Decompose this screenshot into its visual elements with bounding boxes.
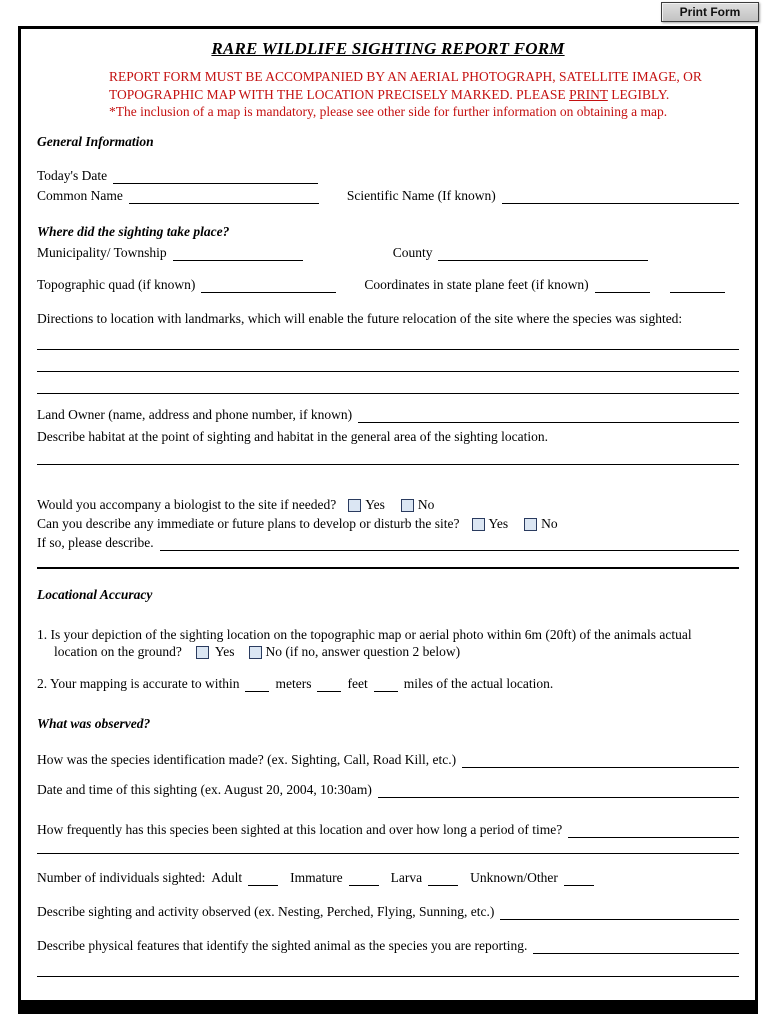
if-so-field[interactable] bbox=[160, 537, 739, 551]
warning-line-2-pre: TOPOGRAPHIC MAP WITH THE LOCATION PRECISELY MARKED. PLEASE bbox=[109, 86, 570, 102]
accompany-question-label: Would you accompany a biologist to the site if needed? bbox=[37, 496, 337, 512]
accuracy-q1-line-2-text: location on the ground? bbox=[54, 643, 182, 659]
individuals-row bbox=[37, 870, 739, 886]
accompany-question-row bbox=[37, 497, 739, 513]
topo-quad-field[interactable] bbox=[201, 279, 336, 293]
form-title: RARE WILDLIFE SIGHTING REPORT FORM bbox=[211, 39, 565, 58]
accompany-yes-checkbox[interactable] bbox=[348, 499, 361, 512]
plans-no-checkbox[interactable] bbox=[524, 518, 537, 531]
accuracy-q2-suffix: miles of the actual location. bbox=[403, 675, 554, 691]
land-owner-label: Land Owner (name, address and phone number, if known) bbox=[37, 406, 353, 422]
plans-question-row bbox=[37, 516, 739, 532]
section-general-information: General Information bbox=[37, 133, 154, 149]
q2-meters-label: meters bbox=[275, 675, 312, 691]
warning-line-2 bbox=[109, 86, 739, 104]
immature-label: Immature bbox=[290, 869, 343, 885]
q2-feet-label: feet bbox=[347, 675, 368, 691]
coordinates-field-2[interactable] bbox=[670, 279, 725, 293]
accuracy-q2-row bbox=[37, 676, 739, 692]
accuracy-q1-line-1: 1. Is your depiction of the sighting location on the topographic map or aerial photo within 6m (20ft) of the animals actual bbox=[37, 626, 692, 642]
q2-meters-field[interactable] bbox=[245, 678, 269, 692]
individuals-label: Number of individuals sighted: bbox=[37, 869, 206, 885]
activity-label: Describe sighting and activity observed (ex. Nesting, Perched, Flying, Sunning, etc.) bbox=[37, 903, 495, 919]
directions-field-line-3[interactable] bbox=[37, 372, 739, 394]
habitat-field-line[interactable] bbox=[37, 446, 739, 465]
section-locational-accuracy: Locational Accuracy bbox=[37, 586, 153, 602]
municipality-label: Municipality/ Township bbox=[37, 244, 167, 260]
warning-line-1-text: REPORT FORM MUST BE ACCOMPANIED BY AN AERIAL PHOTOGRAPH, SATELLITE IMAGE, OR bbox=[109, 69, 702, 84]
frequency-row bbox=[37, 822, 739, 838]
larva-count-field[interactable] bbox=[428, 872, 458, 886]
accompany-yes-label: Yes bbox=[365, 496, 385, 512]
county-label: County bbox=[392, 244, 433, 260]
q2-miles-field[interactable] bbox=[374, 678, 398, 692]
identification-label: How was the species identification made? (ex. Sighting, Call, Road Kill, etc.) bbox=[37, 751, 457, 767]
accuracy-q1-no-checkbox[interactable] bbox=[249, 646, 262, 659]
section-sighting-place: Where did the sighting take place? bbox=[37, 223, 230, 239]
topo-quad-label: Topographic quad (if known) bbox=[37, 276, 196, 292]
identification-field[interactable] bbox=[462, 754, 739, 768]
scientific-name-label: Scientific Name (If known) bbox=[346, 187, 496, 203]
identification-row bbox=[37, 752, 739, 768]
warning-line-3 bbox=[109, 103, 739, 121]
accuracy-q1-line-2 bbox=[37, 644, 739, 660]
activity-row bbox=[37, 904, 739, 920]
municipality-field[interactable] bbox=[173, 247, 303, 261]
report-form bbox=[18, 26, 758, 1014]
warning-line-2-post: LEGIBLY. bbox=[607, 86, 670, 102]
frequency-field-line-2[interactable] bbox=[37, 838, 739, 854]
immature-count-field[interactable] bbox=[349, 872, 379, 886]
datetime-field[interactable] bbox=[378, 784, 739, 798]
common-name-row bbox=[37, 188, 739, 204]
todays-date-field[interactable] bbox=[113, 170, 318, 184]
features-row bbox=[37, 938, 739, 954]
datetime-label: Date and time of this sighting (ex. August 20, 2004, 10:30am) bbox=[37, 781, 372, 797]
unknown-count-field[interactable] bbox=[564, 872, 594, 886]
warning-text bbox=[109, 68, 739, 121]
datetime-row bbox=[37, 782, 739, 798]
habitat-label: Describe habitat at the point of sighting and habitat in the general area of the sighting location. bbox=[37, 428, 548, 444]
frequency-field[interactable] bbox=[568, 824, 739, 838]
accompany-no-label: No bbox=[417, 496, 435, 512]
county-field[interactable] bbox=[438, 247, 648, 261]
coordinates-label: Coordinates in state plane feet (if known) bbox=[364, 276, 589, 292]
common-name-label: Common Name bbox=[37, 187, 123, 203]
warning-line-1 bbox=[109, 68, 739, 86]
plans-no-label: No bbox=[541, 515, 558, 531]
common-name-field[interactable] bbox=[129, 190, 319, 204]
unknown-other-label: Unknown/Other bbox=[470, 869, 558, 885]
larva-label: Larva bbox=[390, 869, 423, 885]
directions-field-line-1[interactable] bbox=[37, 328, 739, 350]
section-what-was-observed: What was observed? bbox=[37, 715, 151, 731]
topo-quad-row bbox=[37, 277, 739, 293]
accuracy-q1-yes-label: Yes bbox=[214, 643, 235, 659]
activity-field[interactable] bbox=[500, 906, 739, 920]
features-field[interactable] bbox=[533, 940, 739, 954]
scientific-name-field[interactable] bbox=[502, 190, 739, 204]
print-form-button[interactable]: Print Form bbox=[661, 2, 759, 22]
warning-map-note: *The inclusion of a map is mandatory, please see other side for further information on obtaining a map. bbox=[109, 104, 668, 119]
coordinates-field-1[interactable] bbox=[595, 279, 650, 293]
land-owner-row bbox=[37, 407, 739, 423]
todays-date-label: Today's Date bbox=[37, 167, 108, 183]
adult-count-field[interactable] bbox=[248, 872, 278, 886]
plans-yes-checkbox[interactable] bbox=[472, 518, 485, 531]
adult-label: Adult bbox=[211, 869, 243, 885]
features-field-line-2[interactable] bbox=[37, 954, 739, 977]
section-divider bbox=[37, 567, 739, 569]
accuracy-q1-yes-checkbox[interactable] bbox=[196, 646, 209, 659]
municipality-row bbox=[37, 245, 739, 261]
directions-field-line-2[interactable] bbox=[37, 350, 739, 372]
plans-yes-label: Yes bbox=[488, 515, 509, 531]
frequency-label: How frequently has this species been sighted at this location and over how long a period of time? bbox=[37, 821, 563, 837]
plans-question-label: Can you describe any immediate or future plans to develop or disturb the site? bbox=[37, 515, 460, 531]
accompany-no-checkbox[interactable] bbox=[401, 499, 414, 512]
if-so-row bbox=[37, 535, 739, 551]
bottom-black-bar bbox=[18, 1000, 758, 1014]
if-so-label: If so, please describe. bbox=[37, 534, 154, 550]
q2-feet-field[interactable] bbox=[317, 678, 341, 692]
warning-print-word: PRINT bbox=[569, 86, 608, 102]
todays-date-row bbox=[37, 168, 739, 184]
directions-label: Directions to location with landmarks, which will enable the future relocation of the site where the species was sighted: bbox=[37, 310, 683, 326]
land-owner-field[interactable] bbox=[358, 409, 739, 423]
accuracy-q2-prefix: 2. Your mapping is accurate to within bbox=[37, 675, 240, 691]
accuracy-q1-no-label: No (if no, answer question 2 below) bbox=[265, 643, 461, 659]
features-label: Describe physical features that identify the sighted animal as the species you are reporting. bbox=[37, 937, 528, 953]
